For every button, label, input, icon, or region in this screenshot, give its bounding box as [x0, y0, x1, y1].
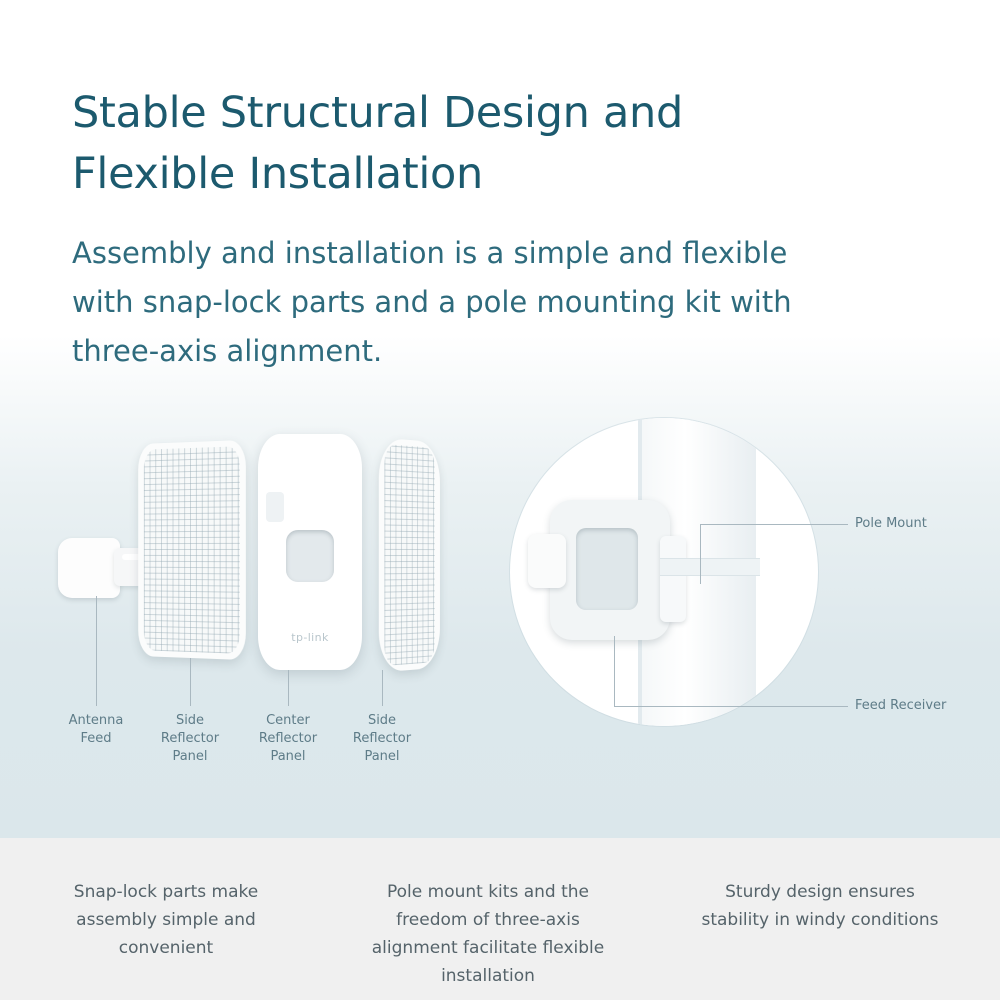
callout-line-feed-receiver — [614, 706, 848, 707]
callout-label-feed-receiver: Feed Receiver — [855, 698, 947, 713]
caption-line: Panel — [270, 749, 306, 764]
caption-line: Center — [266, 713, 310, 728]
caption-line: Feed — [80, 731, 112, 746]
exploded-view-diagram — [30, 420, 490, 800]
tp-link-logo: tp-link — [291, 631, 329, 644]
feed-receiver-socket — [576, 528, 638, 610]
side-reflector-panel-right-part — [379, 437, 440, 672]
leader-line-antenna-feed — [96, 596, 97, 706]
caption-line: Reflector — [160, 731, 220, 746]
mesh-texture — [144, 446, 240, 654]
pole-mount-bracket — [660, 536, 686, 622]
page-subtitle: Assembly and installation is a simple and flexible with snap-lock parts and a pole mounting kit with three-axis alignment. — [72, 236, 792, 368]
feature-item-3: Sturdy design ensures stability in windy conditions — [701, 882, 939, 930]
feature-item-1: Snap-lock parts make assembly simple and convenient — [73, 882, 259, 958]
callout-elbow-pole-mount — [700, 524, 701, 584]
feature-item-2: Pole mount kits and the freedom of three-axis alignment facilitate flexible installation — [371, 882, 605, 986]
pole-mount-inset-image — [510, 418, 818, 726]
panel-ridge — [266, 492, 284, 522]
panel-mount-hole — [286, 530, 334, 582]
caption-line: Side — [175, 713, 205, 728]
page-title: Stable Structural Design and Flexible Installation — [72, 87, 683, 199]
caption-side-reflector-right — [327, 712, 437, 766]
callout-line-pole-mount — [700, 524, 848, 525]
pole-mount-strap — [660, 558, 760, 576]
caption-side-reflector-left — [135, 712, 245, 766]
caption-line: Side — [367, 713, 397, 728]
leader-line-center — [288, 670, 289, 706]
side-reflector-panel-left-part — [138, 440, 246, 660]
caption-line: Reflector — [352, 731, 412, 746]
center-reflector-panel-part — [258, 434, 362, 670]
caption-line: Reflector — [258, 731, 318, 746]
caption-line: Antenna — [68, 713, 124, 728]
feed-receiver-arm — [528, 534, 566, 588]
leader-line-side-right — [382, 670, 383, 706]
antenna-feed-horn-part — [58, 538, 120, 598]
feature-band — [0, 838, 1000, 1000]
caption-line: Panel — [172, 749, 208, 764]
callout-elbow-feed-receiver — [614, 636, 615, 706]
caption-line: Panel — [364, 749, 400, 764]
mesh-texture — [384, 444, 434, 666]
leader-line-side-left — [190, 658, 191, 706]
callout-label-pole-mount: Pole Mount — [855, 516, 927, 531]
